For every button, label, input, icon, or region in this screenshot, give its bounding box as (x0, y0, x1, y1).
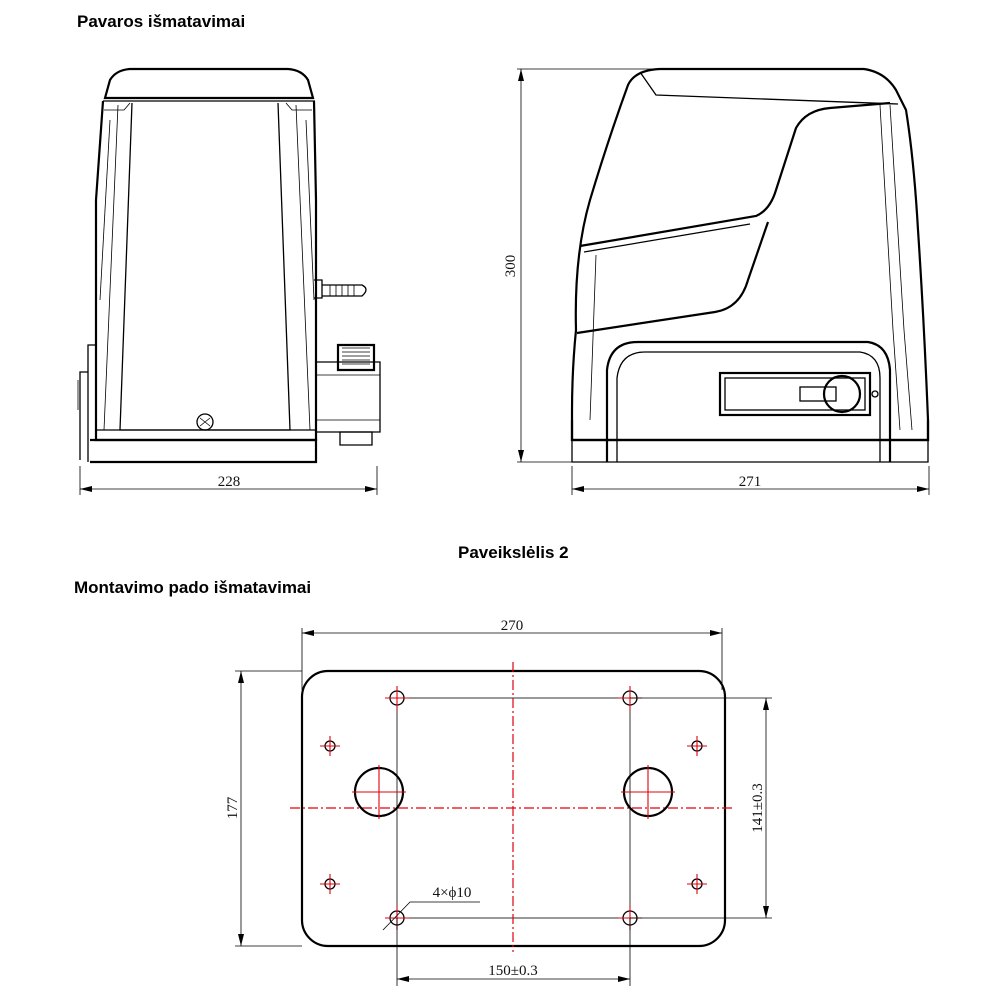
side-hole-right-top (687, 736, 707, 756)
cable-hole-right (621, 765, 675, 819)
side-hole-right-bottom (687, 874, 707, 894)
side-view (517, 69, 929, 495)
mounting-pad (235, 628, 772, 986)
side-hole-left-bottom (320, 874, 340, 894)
figure-caption: Paveikslėlis 2 (458, 543, 569, 562)
hole-spacing-horizontal-dimension: 150±0.3 (488, 963, 538, 979)
mounting-hole-tl (385, 686, 409, 710)
cable-hole-left (352, 765, 406, 819)
hole-spacing-vertical-dimension: 141±0.3 (750, 783, 766, 833)
drive-dimensions-heading: Pavaros išmatavimai (77, 12, 246, 31)
front-view (78, 69, 380, 495)
front-width-dimension: 228 (217, 474, 241, 490)
side-depth-dimension: 271 (738, 474, 762, 490)
pad-dimensions-heading: Montavimo pado išmatavimai (74, 578, 312, 597)
side-hole-left-top (320, 736, 340, 756)
side-height-dimension: 300 (503, 254, 519, 278)
pad-width-dimension: 270 (500, 618, 524, 634)
hole-callout: 4×ϕ10 (432, 885, 472, 901)
pad-height-dimension: 177 (225, 796, 241, 820)
